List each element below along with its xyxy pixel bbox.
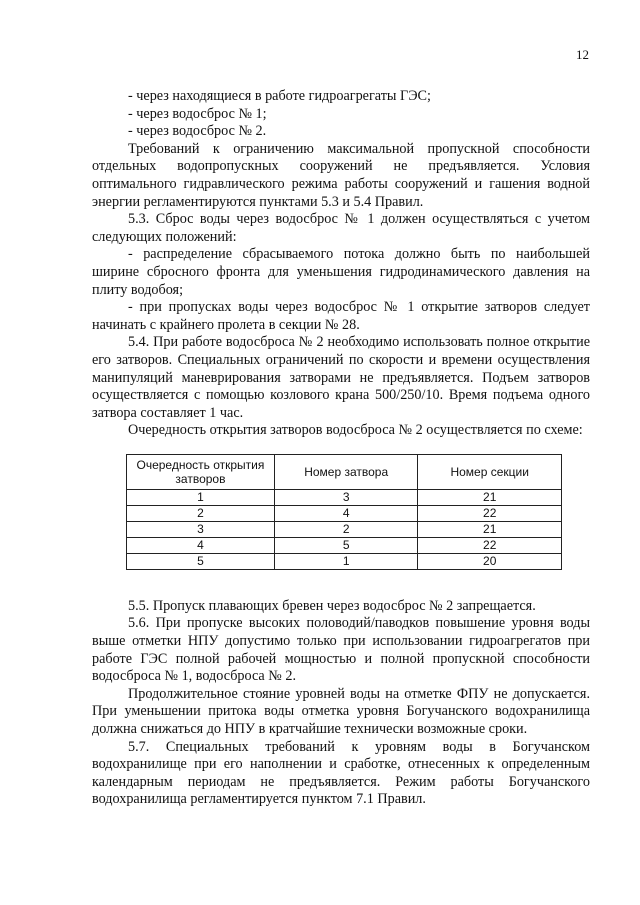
header-gate-number: Номер затвора [274, 454, 418, 489]
cell-gate: 2 [274, 521, 418, 537]
header-section-number: Номер секции [418, 454, 562, 489]
document-body [92, 88, 590, 809]
header-order: Очередность открытия затворов [127, 454, 275, 489]
paragraph-distribution: - распределение сбрасываемого потока должно быть по наибольшей ширине сбросного фронта для уменьшения гидродинамического давления на плиту водобоя; [92, 246, 590, 298]
paragraph-5-3: 5.3. Сброс воды через водосброс № 1 должен осуществляться с учетом следующих положений: [92, 211, 590, 245]
paragraph-opening: - при пропусках воды через водосброс № 1 открытие затворов следует начинать с крайнего пролета в секции № 28. [92, 299, 590, 333]
page-number: 12 [576, 47, 589, 62]
cell-order: 2 [127, 505, 275, 521]
list-item-hpp-units: - через находящиеся в работе гидроагрегаты ГЭС; [128, 88, 431, 104]
table-row [127, 553, 562, 569]
table-row [127, 505, 562, 521]
cell-section: 21 [418, 489, 562, 505]
paragraph-5-6: 5.6. При пропуске высоких половодий/паводков повышение уровня воды выше отметки НПУ допустимо только при использовании гидроагрегатов при работе ГЭС полной рабочей мощностью и полной пропускной способности водосброса № 1, водосброса № 2. [92, 615, 590, 685]
cell-section: 22 [418, 537, 562, 553]
gate-order-table [126, 454, 562, 570]
cell-section: 22 [418, 505, 562, 521]
section-after-table [92, 598, 590, 809]
paragraph-gate-order: Очередность открытия затворов водосброса № 2 осуществляется по схеме: [128, 422, 583, 439]
paragraph-5-7: 5.7. Специальных требований к уровням воды в Богучанском водохранилище при его наполнении и сработке, отнесенных к определенным календарным периодам не предъявляется. Режим работы Богучанского водохранилища регламентируется пунктом 7.1 Правил. [92, 738, 590, 808]
cell-order: 1 [127, 489, 275, 505]
cell-gate: 3 [274, 489, 418, 505]
paragraph-5-5: 5.5. Пропуск плавающих бревен через водосброс № 2 запрещается. [128, 597, 536, 614]
list-item-spillway-1: - через водосброс № 1; [128, 105, 267, 122]
cell-section: 21 [418, 521, 562, 537]
paragraph-requirements: Требований к ограничению максимальной пропускной способности отдельных водопропускных сооружений не предъявляется. Условия оптимального гидравлического режима работы сооружений и гашения водной энергии регламентируются пунктами 5.3 и 5.4 Правил. [92, 140, 590, 210]
paragraph-5-4: 5.4. При работе водосброса № 2 необходимо использовать полное открытие его затворов. Специальных ограничений по скорости и времени осуществления манипуляций маневрирования затворами не предъявляется. Подъем затворов осуществляется с помощью козлового крана 500/250/10. Время подъема одного затвора составляет 1 час. [92, 334, 590, 421]
cell-gate: 4 [274, 505, 418, 521]
table-header-row [127, 454, 562, 489]
cell-order: 5 [127, 553, 275, 569]
table-row [127, 537, 562, 553]
cell-gate: 5 [274, 537, 418, 553]
table-row [127, 521, 562, 537]
list-item-spillway-2: - через водосброс № 2. [128, 123, 267, 140]
table-row [127, 489, 562, 505]
cell-order: 3 [127, 521, 275, 537]
paragraph-fpu: Продолжительное стояние уровней воды на отметке ФПУ не допускается. При уменьшении притока воды отметка уровня Богучанского водохранилища должна снижаться до НПУ в кратчайшие технически возможные сроки. [92, 685, 590, 738]
cell-gate: 1 [274, 553, 418, 569]
cell-order: 4 [127, 537, 275, 553]
cell-section: 20 [418, 553, 562, 569]
